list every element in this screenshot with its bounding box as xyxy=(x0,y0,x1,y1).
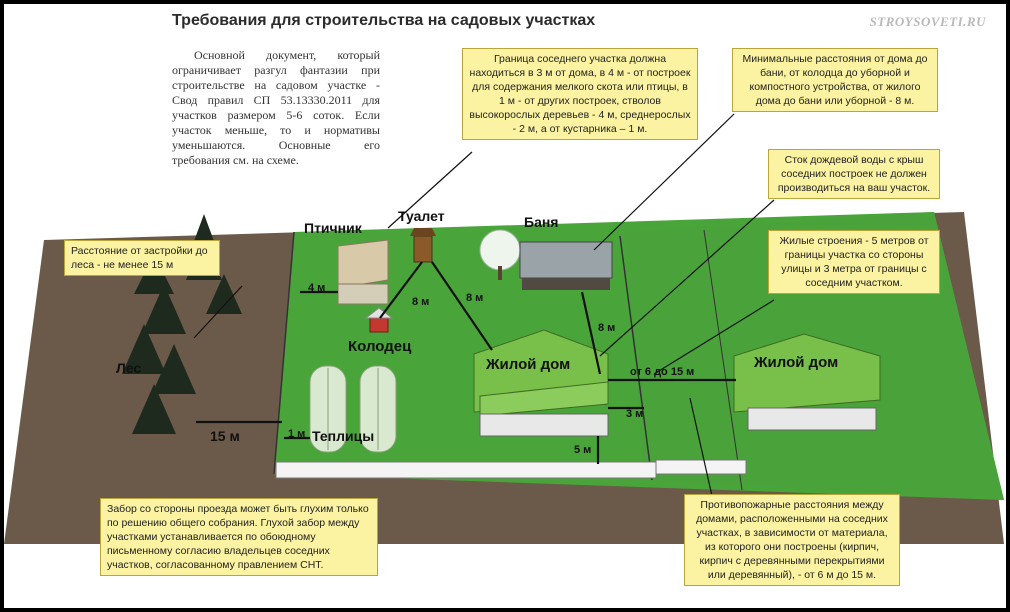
dim-poultry-fence: 4 м xyxy=(308,282,326,294)
dim-toilet-house: 8 м xyxy=(466,292,484,304)
dim-greenhouse-fence: 1 м xyxy=(288,428,306,440)
toilet-roof xyxy=(410,228,436,236)
label-house: Жилой дом xyxy=(486,356,571,373)
note-fence: Забор со стороны проезда может быть глухим только по решению общего собрания. Глухой забор между участками устанавливается по обоюдному письменному согласию владельцев соседних участков, согласованному правлением СНТ. xyxy=(100,498,378,576)
label-poultry: Птичник xyxy=(304,220,362,236)
note-rainwater: Сток дождевой воды с крыш соседних построек не должен производиться на ваш участок. xyxy=(768,149,940,199)
neighbor-house-wall xyxy=(748,408,876,430)
note-residential: Жилые строения - 5 метров от границы участка со стороны улицы и 3 метра от границы с соседним участком. xyxy=(768,230,940,294)
bath-tree-trunk xyxy=(498,266,502,280)
bath-tree xyxy=(480,230,520,270)
dim-bath-house: 8 м xyxy=(598,322,616,334)
house-wall xyxy=(480,414,608,436)
poultry-wall xyxy=(338,284,388,304)
label-greenhouses: Теплицы xyxy=(312,428,375,444)
dim-house-neighbor: от 6 до 15 м xyxy=(630,366,695,378)
note-neighbor-boundary: Граница соседнего участка должна находиться в 3 м от дома, в 4 м - от построек для содержания мелкого скота или птицы, в 1 м - от других построек, стволов высокорослых деревьев - 4 м, среднерослых - 2 м, а от кустарника – 1 м. xyxy=(462,48,698,140)
dim-house-street: 5 м xyxy=(574,444,592,456)
fence-front xyxy=(276,462,656,478)
diagram-frame xyxy=(4,4,1006,608)
bath-base xyxy=(522,278,610,290)
label-neighbor-house: Жилой дом xyxy=(754,354,839,371)
note-min-distances: Минимальные расстояния от дома до бани, от колодца до уборной и компостного устройства, от жилого дома до бани или уборной - 8 м. xyxy=(732,48,938,112)
poultry-roof xyxy=(338,240,388,288)
toilet-building xyxy=(414,236,432,262)
intro-text: Основной документ, который ограничивает разгул фантазии при строительстве на садовом участке - Свод правил СП 53.13330.2011 для участков размером 5-6 соток. Если участок меньше, то и нормативы уменьшаются. Основные его требования см. на схеме. xyxy=(172,48,380,167)
dim-house-boundary: 3 м xyxy=(626,408,644,420)
dim-forest: 15 м xyxy=(210,428,240,444)
label-well: Колодец xyxy=(348,338,412,355)
fence-front-2 xyxy=(656,460,746,474)
label-forest: Лес xyxy=(116,360,142,376)
watermark: STROYSOVETI.RU xyxy=(869,14,986,29)
label-bath: Баня xyxy=(524,214,559,230)
note-fire: Противопожарные расстояния между домами, расположенными на соседних участках, в зависимости от материала, из которого они построены (кирпич, кирпич с деревянными перекрытиями или деревянный), - от 6 м до 15 м. xyxy=(684,494,900,586)
label-toilet: Туалет xyxy=(398,208,445,224)
dim-toilet-well: 8 м xyxy=(412,296,430,308)
bath-building xyxy=(520,242,612,278)
page-title: Требования для строительства на садовых участках xyxy=(172,12,596,29)
note-forest: Расстояние от застройки до леса - не менее 15 м xyxy=(64,240,220,276)
